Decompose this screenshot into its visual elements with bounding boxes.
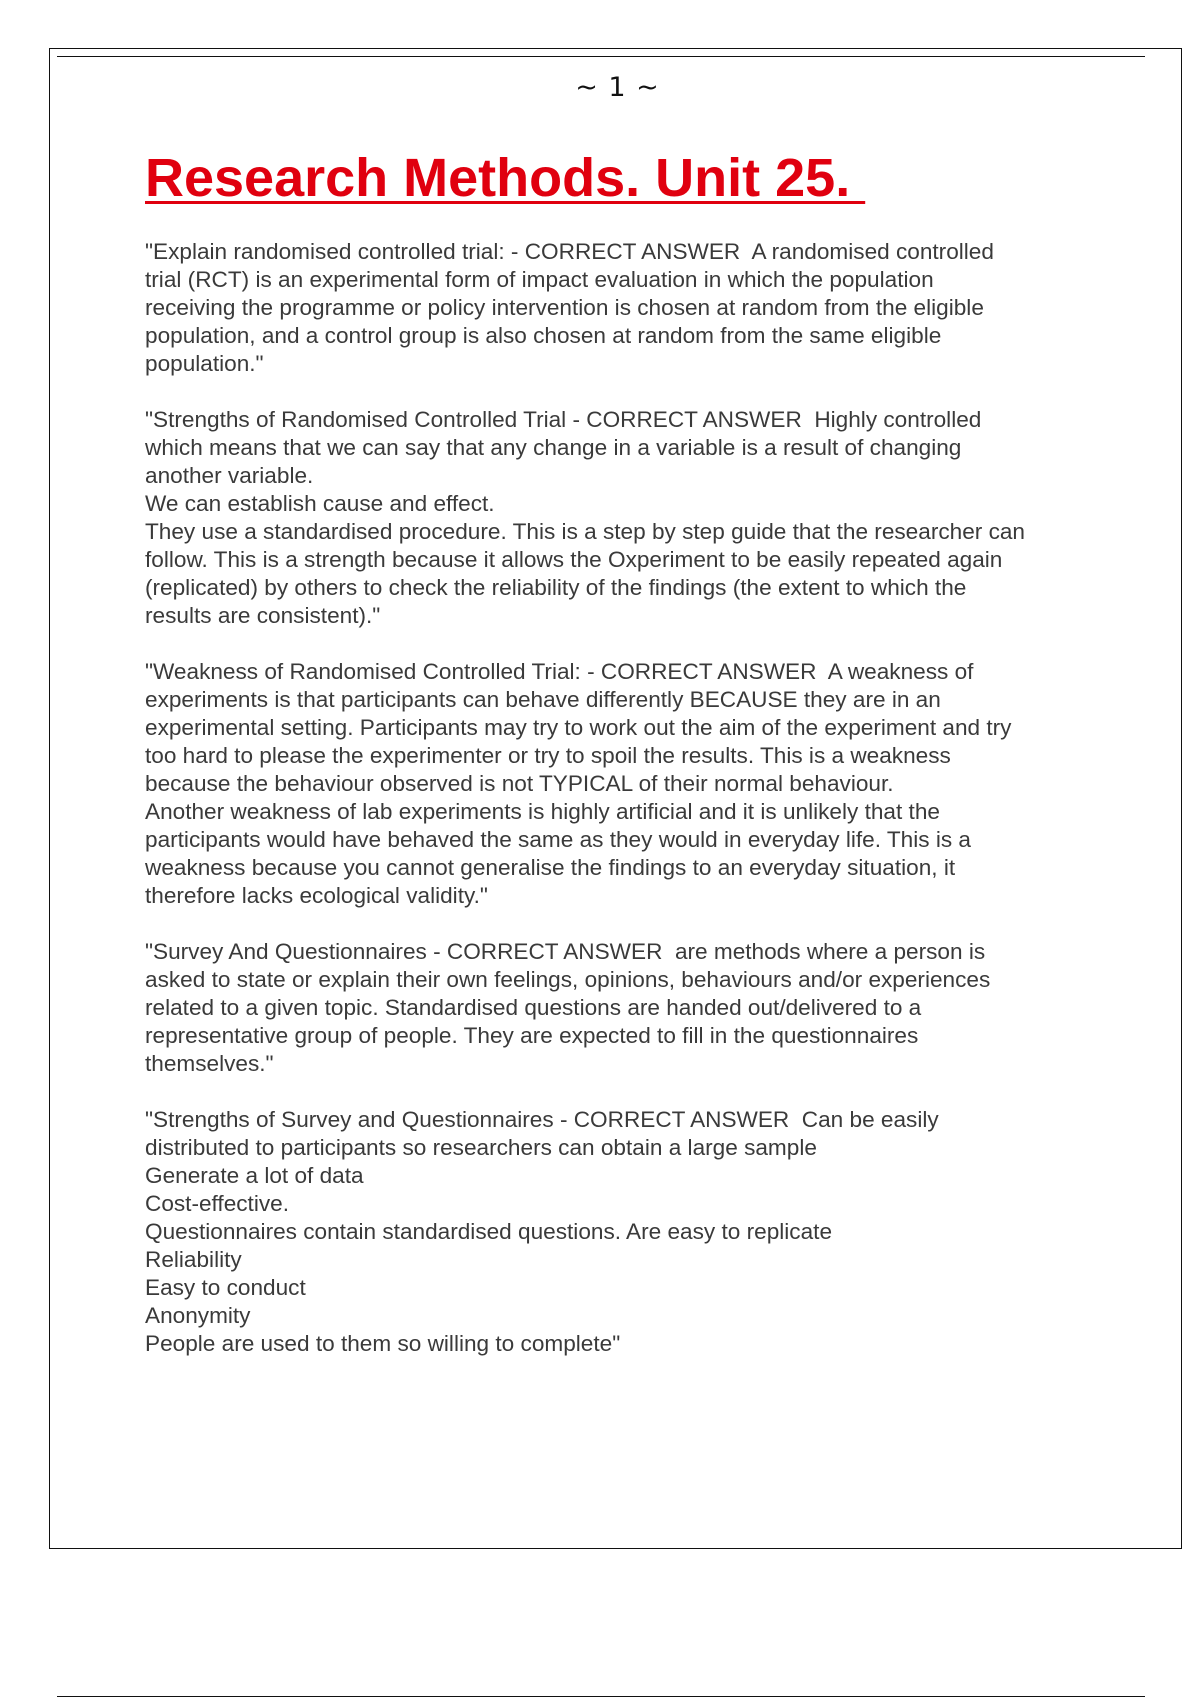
text-line: distributed to participants so researchers can obtain a large sample bbox=[145, 1135, 817, 1160]
text-line: results are consistent)." bbox=[145, 603, 381, 628]
text-line: population." bbox=[145, 351, 264, 376]
text-line: asked to state or explain their own feelings, opinions, behaviours and/or experiences bbox=[145, 967, 991, 992]
text-line: We can establish cause and effect. bbox=[145, 491, 495, 516]
qa-block-survey-definition bbox=[145, 938, 1095, 1078]
text-line: experiments is that participants can behave differently BECAUSE they are in an bbox=[145, 687, 941, 712]
text-line: Easy to conduct bbox=[145, 1275, 306, 1300]
qa-block-rct-definition bbox=[145, 238, 1095, 378]
text-line: experimental setting. Participants may try to work out the aim of the experiment and try bbox=[145, 715, 1012, 740]
text-line: Cost-effective. bbox=[145, 1191, 289, 1216]
footer-rule bbox=[57, 1696, 1145, 1697]
text-line: People are used to them so willing to complete" bbox=[145, 1331, 621, 1356]
text-line: "Strengths of Survey and Questionnaires - CORRECT ANSWER Can be easily bbox=[145, 1107, 939, 1132]
document-title: Research Methods. Unit 25. bbox=[145, 148, 866, 208]
text-line: They use a standardised procedure. This is a step by step guide that the researcher can bbox=[145, 519, 1025, 544]
text-line: Generate a lot of data bbox=[145, 1163, 364, 1188]
text-line: "Strengths of Randomised Controlled Trial - CORRECT ANSWER Highly controlled bbox=[145, 407, 982, 432]
text-line: themselves." bbox=[145, 1051, 274, 1076]
qa-block-rct-strengths bbox=[145, 406, 1095, 630]
document-body bbox=[145, 238, 1095, 1386]
text-line: Questionnaires contain standardised questions. Are easy to replicate bbox=[145, 1219, 833, 1244]
qa-block-survey-strengths bbox=[145, 1106, 1095, 1358]
text-line: (replicated) by others to check the reliability of the findings (the extent to which the bbox=[145, 575, 967, 600]
text-line: because the behaviour observed is not TYPICAL of their normal behaviour. bbox=[145, 771, 894, 796]
text-line: Reliability bbox=[145, 1247, 242, 1272]
text-line: follow. This is a strength because it allows the Oxperiment to be easily repeated again bbox=[145, 547, 1003, 572]
text-line: "Survey And Questionnaires - CORRECT ANSWER are methods where a person is bbox=[145, 939, 986, 964]
text-line: Anonymity bbox=[145, 1303, 251, 1328]
text-line: related to a given topic. Standardised questions are handed out/delivered to a bbox=[145, 995, 922, 1020]
header-rule bbox=[57, 56, 1145, 57]
text-line: "Explain randomised controlled trial: - CORRECT ANSWER A randomised controlled bbox=[145, 239, 994, 264]
text-line: another variable. bbox=[145, 463, 314, 488]
text-line: therefore lacks ecological validity." bbox=[145, 883, 488, 908]
text-line: Another weakness of lab experiments is highly artificial and it is unlikely that the bbox=[145, 799, 940, 824]
text-line: which means that we can say that any change in a variable is a result of changing bbox=[145, 435, 962, 460]
page-number: ~ 1 ~ bbox=[575, 72, 660, 103]
text-line: population, and a control group is also chosen at random from the same eligible bbox=[145, 323, 942, 348]
text-line: representative group of people. They are expected to fill in the questionnaires bbox=[145, 1023, 919, 1048]
qa-block-rct-weakness bbox=[145, 658, 1095, 910]
text-line: too hard to please the experimenter or try to spoil the results. This is a weakness bbox=[145, 743, 951, 768]
text-line: weakness because you cannot generalise the findings to an everyday situation, it bbox=[145, 855, 956, 880]
text-line: receiving the programme or policy intervention is chosen at random from the eligible bbox=[145, 295, 984, 320]
text-line: "Weakness of Randomised Controlled Trial: - CORRECT ANSWER A weakness of bbox=[145, 659, 974, 684]
text-line: trial (RCT) is an experimental form of impact evaluation in which the population bbox=[145, 267, 934, 292]
text-line: participants would have behaved the same as they would in everyday life. This is a bbox=[145, 827, 971, 852]
